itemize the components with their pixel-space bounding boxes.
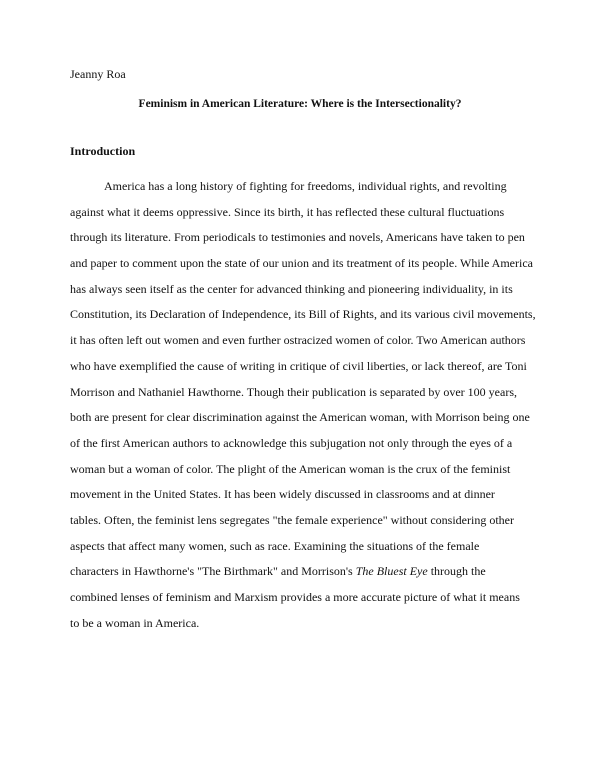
paragraph-line: against what it deems oppressive. Since its birth, it has reflected these cultural fluctuations: [70, 204, 505, 219]
line-text: characters in Hawthorne's "The Birthmark" and Morrison's: [70, 564, 356, 579]
paragraph-line: woman but a woman of color. The plight of the American woman is the crux of the feminist: [70, 461, 511, 476]
paragraph-line: tables. Often, the feminist lens segregates "the female experience" without considering other: [70, 512, 514, 527]
paragraph-line: who have exemplified the cause of writing in critique of civil liberties, or lack thereof, are Toni: [70, 358, 527, 373]
paragraph-line: has always seen itself as the center for advanced thinking and pioneering individuality, in its: [70, 281, 513, 296]
paragraph-line: America has a long history of fighting for freedoms, individual rights, and revolting: [104, 179, 507, 193]
line-text: through the: [427, 564, 486, 579]
paragraph-line: to be a woman in America.: [70, 615, 200, 630]
paragraph-line: Constitution, its Declaration of Independence, its Bill of Rights, and its various civil movements,: [70, 307, 536, 322]
paragraph-line: combined lenses of feminism and Marxism provides a more accurate picture of what it means: [70, 590, 520, 604]
paragraph-line: aspects that affect many women, such as race. Examining the situations of the female: [70, 538, 480, 553]
body-paragraph: [70, 178, 540, 640]
paragraph-line: and paper to comment upon the state of our union and its treatment of its people. While America: [70, 256, 533, 271]
book-title-italic: The Bluest Eye: [355, 564, 428, 579]
paragraph-line: movement in the United States. It has been widely discussed in classrooms and at dinner: [70, 487, 495, 502]
paragraph-line: through its literature. From periodicals to testimonies and novels, Americans have taken to pen: [70, 230, 525, 245]
paragraph-line-with-italic: [70, 563, 540, 589]
author-name: Jeanny Roa: [70, 67, 126, 81]
paragraph-line: both are present for clear discrimination against the American woman, with Morrison being one: [70, 410, 530, 425]
essay-title: Feminism in American Literature: Where is the Intersectionality?: [138, 98, 462, 110]
section-heading: Introduction: [70, 144, 136, 158]
paragraph-line: it has often left out women and even further ostracized women of color. Two American authors: [70, 333, 526, 348]
paragraph-line: Morrison and Nathaniel Hawthorne. Though their publication is separated by over 100 years,: [70, 384, 517, 399]
paragraph-line: of the first American authors to acknowledge this subjugation not only through the eyes of a: [70, 435, 513, 450]
